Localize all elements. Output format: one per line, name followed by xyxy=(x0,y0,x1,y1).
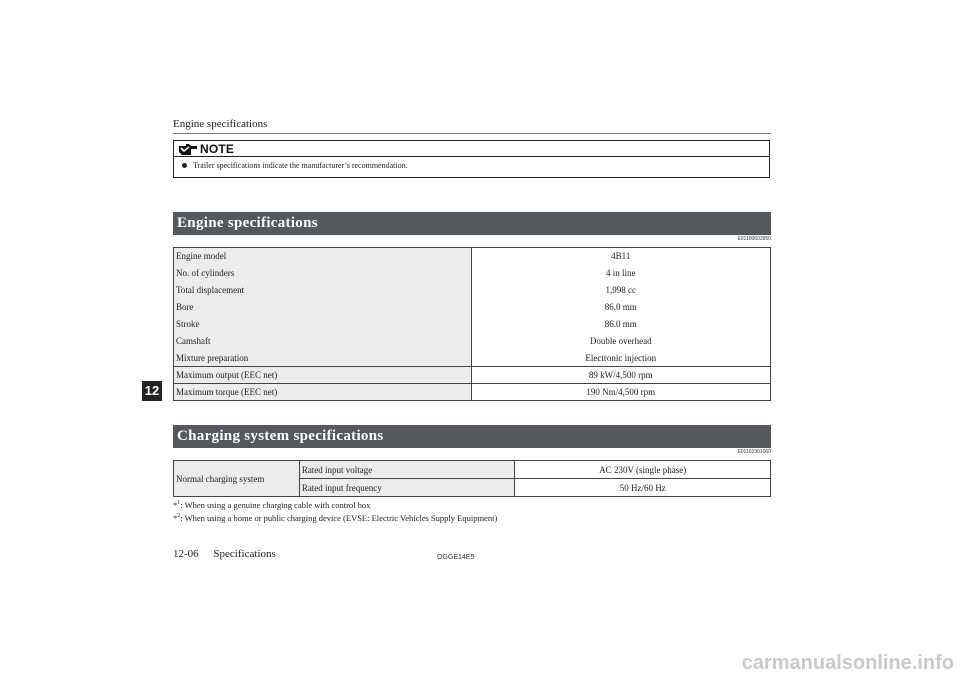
table-row xyxy=(174,333,771,350)
table-row xyxy=(174,350,771,367)
page-number: 12-06 xyxy=(173,548,199,560)
spec-value: AC 230V (single phase) xyxy=(515,461,771,479)
table-row xyxy=(174,384,771,401)
running-head: Engine specifications xyxy=(173,118,268,130)
spec-label: Maximum torque (EEC net) xyxy=(174,384,472,401)
note-header xyxy=(178,142,234,156)
charging-section-title: Charging system specifications xyxy=(173,425,771,448)
chapter-tab: 12 xyxy=(142,381,162,401)
footnote: *$^2$: When using a home or public charging device (EVSE: Electric Vehicles Supply Equipment) xyxy=(173,513,498,523)
spec-label: Camshaft xyxy=(174,333,472,350)
spec-value: Electronic injection xyxy=(471,350,771,367)
spec-label: Total displacement xyxy=(174,282,472,299)
spec-label: Mixture preparation xyxy=(174,350,472,367)
spec-label: Engine model xyxy=(174,248,472,265)
spec-value: 4B11 xyxy=(471,248,771,265)
spec-value: 4 in line xyxy=(471,265,771,282)
header-rule xyxy=(173,133,771,134)
spec-value: 50 Hz/60 Hz xyxy=(515,479,771,497)
footnote-text: : When using a genuine charging cable with control box xyxy=(180,500,371,510)
spec-label: Bore xyxy=(174,299,472,316)
spec-value: 86.0 mm xyxy=(471,299,771,316)
engine-section-code: E01100603950 xyxy=(737,236,771,242)
spec-value: Double overhead xyxy=(471,333,771,350)
spec-value: 1,998 cc xyxy=(471,282,771,299)
table-row xyxy=(174,316,771,333)
chapter-name: Specifications xyxy=(213,548,276,560)
charging-group-label: Normal charging system xyxy=(174,461,300,497)
document-code: OGGE14E5 xyxy=(437,554,475,561)
spec-value: 86.0 mm xyxy=(471,316,771,333)
watermark: carmanualsonline.info xyxy=(741,652,954,674)
page-footer xyxy=(173,548,276,560)
table-row xyxy=(174,265,771,282)
footnote: *$^1$: When using a genuine charging cable with control box xyxy=(173,500,371,510)
spec-label: Rated input voltage xyxy=(299,461,515,479)
spec-value: 190 Nm/4,500 rpm xyxy=(471,384,771,401)
footnote-mark: 1 xyxy=(177,500,181,506)
note-item-text: Trailer specifications indicate the manufacturer’s recommendation. xyxy=(193,161,408,170)
table-row xyxy=(174,282,771,299)
charging-spec-table xyxy=(173,460,771,497)
spec-label: No. of cylinders xyxy=(174,265,472,282)
note-title: NOTE xyxy=(200,142,235,156)
table-row xyxy=(174,248,771,265)
note-divider xyxy=(174,156,769,157)
charging-section-code: E01101901060 xyxy=(737,449,771,455)
table-row xyxy=(174,299,771,316)
footnote-text: : When using a home or public charging device (EVSE: Electric Vehicles Supply Equipment) xyxy=(180,513,498,523)
spec-label: Maximum output (EEC net) xyxy=(174,367,472,384)
spec-label: Stroke xyxy=(174,316,472,333)
note-item xyxy=(182,161,408,170)
spec-label: Rated input frequency xyxy=(299,479,515,497)
bullet-icon xyxy=(182,163,187,168)
note-box xyxy=(173,140,770,178)
engine-section-title: Engine specifications xyxy=(173,212,771,235)
note-hand-icon xyxy=(178,143,198,156)
table-row xyxy=(174,461,771,479)
spec-value: 89 kW/4,500 rpm xyxy=(471,367,771,384)
table-row xyxy=(174,367,771,384)
engine-spec-table xyxy=(173,247,771,401)
footnote-mark: 2 xyxy=(177,513,181,519)
